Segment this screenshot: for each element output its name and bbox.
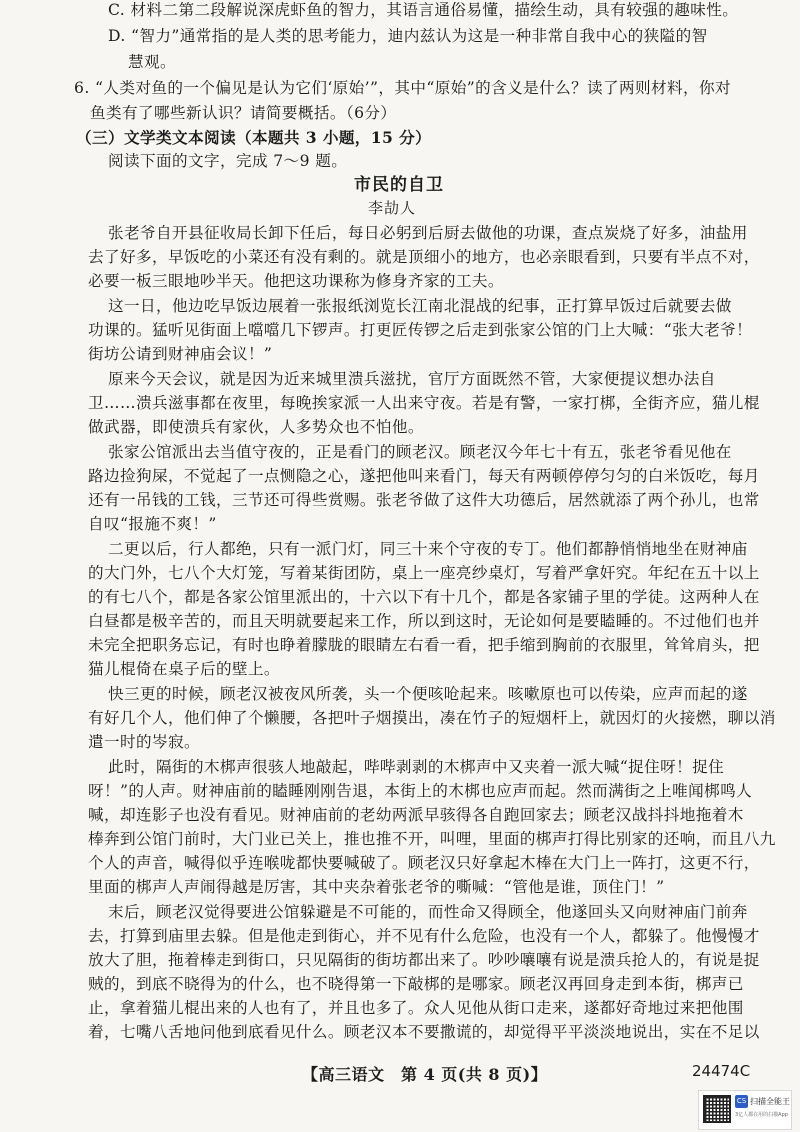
- paragraph-line: 末后，顾老汉觉得要进公馆躲避是不可能的，而性命又得顾全，他遂回头又向财神庙门前奔: [108, 903, 748, 921]
- paragraph-line: 路边捡狗屎，不觉起了一点恻隐之心，遂把他叫来看门，每天有两顿停停匀匀的白米饭吃，每月: [88, 467, 760, 485]
- paragraph-line: 张老爷自开县征收局长卸下任后，每日必躬到后厨去做他的功课，查点炭烧了好多，油盐用: [108, 224, 748, 242]
- paragraph-line: 的有七八个，都是各家公馆里派出的，十六以下有十几个，都是各家铺子里的学徒。这两种人在: [88, 588, 760, 606]
- scanner-watermark: [698, 1090, 792, 1130]
- paragraph-line: 棒奔到公馆门前时，大门业已关上，推也推不开，叫哩，里面的梆声打得比别家的还响，而且八九: [88, 830, 776, 848]
- paragraph-line: 的大门外，七八个大灯笼，写着某街团防，桌上一座亮纱桌灯，写着严拿奸究。年纪在五十以上: [88, 564, 760, 582]
- paragraph-line: 快三更的时候，顾老汉被夜风所袭，头一个便咳呛起来。咳嗽原也可以传染，应声而起的遂: [108, 685, 748, 703]
- paragraph-line: 功课的。猛听见街面上噹噹几下锣声。打更匠传锣之后走到张家公馆的门上大喊：“张大老爷！: [88, 321, 753, 339]
- paragraph-line: 做武器，即使溃兵有家伙，人多势众也不怕他。: [88, 418, 424, 436]
- paragraph-line: 张家公馆派出去当值守夜的，正是看门的顾老汉。顾老汉今年七十有五，张老爷看见他在: [108, 443, 732, 461]
- paragraph-line: 里面的梆声人声闹得越是厉害，其中夹杂着张老爷的嘶喊：“管他是谁，顶住门！”: [88, 878, 665, 896]
- scanner-tagline: 3亿人都在用的扫描App: [735, 1112, 788, 1118]
- instruction: 阅读下面的文字，完成 7～9 题。: [108, 152, 348, 170]
- paragraph-line: 放大了胆，拖着棒走到街口，只见隔街的街坊都出来了。吵吵嚷嚷有说是溃兵抢人的，有说是捉: [88, 951, 760, 969]
- paragraph-line: 止，拿着猫儿棍出来的人也有了，并且也多了。众人见他从街口走来，遂都好奇地过来把他围: [88, 999, 744, 1017]
- paragraph-line: 个人的声音，喊得似乎连喉咙都快要喊破了。顾老汉只好拿起木棒在大门上一阵打，这更不行，: [88, 854, 760, 872]
- paragraph-line: 遣一时的岑寂。: [88, 733, 200, 751]
- camscanner-logo-icon: CS: [735, 1095, 748, 1108]
- paragraph-line: 卫……溃兵滋事都在夜里，每晚挨家派一人出来守夜。若是有警，一家打梆，全街齐应，猫儿棍: [88, 394, 760, 412]
- paragraph-line: 自叹“报施不爽！”: [88, 515, 217, 533]
- paragraph-line: 未完全把职务忘记，有时也睁着朦胧的眼睛左右看一看，把手缩到胸前的衣服里，耸耸肩头，把: [88, 636, 760, 654]
- option-d: D. “智力”通常指的是人类的思考能力，迪内兹认为这是一种非常自我中心的狭隘的智: [108, 27, 708, 45]
- paragraph-line: 有好几个人，他们伸了个懒腰，各把叶子烟摸出，凑在竹子的短烟杆上，就因灯的火接燃，聊以消: [88, 709, 776, 727]
- page-footer-label: 【高三语文 第 4 页(共 8 页)】: [302, 1065, 548, 1084]
- option-c: C. 材料二第二段解说深虎虾鱼的智力，其语言通俗易懂，描绘生动，具有较强的趣味性。: [108, 1, 739, 19]
- question-6: 6. “人类对鱼的一个偏见是认为它们‘原始’”，其中“原始”的含义是什么？读了两则材料，你对: [74, 79, 732, 97]
- exam-code: 24474C: [692, 1062, 751, 1080]
- paragraph-line: 还有一吊钱的工钱，三节还可得些赏赐。张老爷做了这件大功德后，居然就添了两个孙儿，也常: [88, 491, 760, 509]
- paragraph-line: 贼的，到底不晓得为的什么，也不晓得第一下敲梆的是哪家。顾老汉再回身走到本街，梆声已: [88, 975, 744, 993]
- paragraph-line: 街坊公请到财神庙会议！”: [88, 345, 273, 363]
- paragraph-line: 喊，却连影子也没有看见。财神庙前的老幼两派早骇得各自跑回家去；顾老汉战抖抖地拖着木: [88, 806, 744, 824]
- paragraph-line: 去了好多，早饭吃的小菜还有没有剩的。就是顶细小的地方，也必亲眼看到，只要有半点不对，: [88, 248, 760, 266]
- paragraph-line: 白昼都是极辛苦的，而且天明就要起来工作，所以到这时，无论如何是要瞌睡的。不过他们也并: [88, 612, 760, 630]
- paragraph-line: 原来今天会议，就是因为近来城里溃兵滋扰，官厅方面既然不管，大家便提议想办法自: [108, 370, 716, 388]
- article-title: 市民的自卫: [354, 175, 444, 195]
- paragraph-line: 猫儿棍倚在桌子后的壁上。: [88, 660, 280, 678]
- section-heading: （三）文学类文本阅读（本题共 3 小题，15 分）: [76, 128, 432, 147]
- paragraph-line: 着，七嘴八舌地问他到底看见什么。顾老汉本不要撒谎的，却觉得平平淡淡地说出，实在不足以: [88, 1023, 760, 1041]
- scanner-app-name: 扫描全能王: [750, 1097, 790, 1106]
- question-6-cont: 鱼类有了哪些新认识？请简要概括。（6分）: [90, 104, 397, 122]
- article-author: 李劼人: [368, 199, 417, 217]
- paragraph-line: 这一日，他边吃早饭边展着一张报纸浏览长江南北混战的纪事，正打算早饭过后就要去做: [108, 297, 732, 315]
- paragraph-line: 此时，隔街的木梆声很骇人地敲起，哔哔剥剥的木梆声中又夹着一派大喊“捉住呀！捉住: [108, 758, 725, 776]
- qr-code-icon: [703, 1095, 731, 1123]
- paragraph-line: 必要一板三眼地吵半天。他把这功课称为修身齐家的工夫。: [88, 272, 504, 290]
- paragraph-line: 呀！”的人声。财神庙前的瞌睡刚刚告退，本街上的木梆也应声而起。然而满街之上唯闻梆鸣人: [88, 782, 753, 800]
- option-d-cont: 慧观。: [128, 53, 176, 71]
- paragraph-line: 去，打算到庙里去躲。但是他走到街心，并不见有什么危险，也没有一个人，都躲了。他慢慢才: [88, 927, 760, 945]
- paragraph-line: 二更以后，行人都绝，只有一派门灯，同三十来个守夜的专丁。他们都静悄悄地坐在财神庙: [108, 540, 748, 558]
